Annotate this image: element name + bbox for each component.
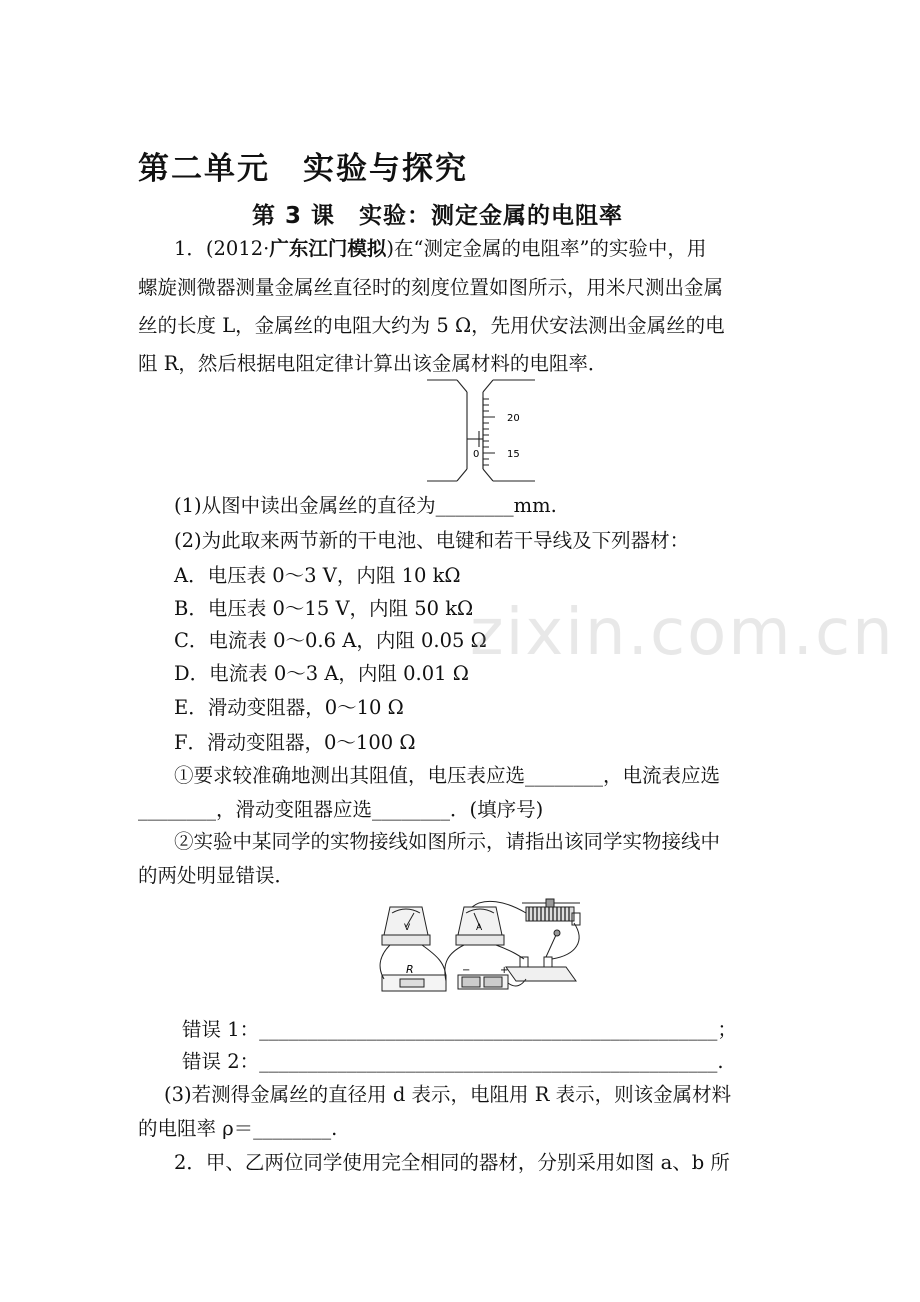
ammeter-label: A [476, 923, 483, 933]
option-a: A．电压表 0～3 V，内阻 10 kΩ [174, 564, 461, 587]
question-1-line-1: )在“测定金属的电阻率”的实验中，用 [386, 237, 707, 260]
question-1-source-open: (2012· [205, 237, 270, 260]
voltmeter-label: V [404, 923, 411, 933]
lesson-title: 第 3 课 实验：测定金属的电阻率 [252, 203, 624, 229]
battery-plus-label: + [500, 965, 509, 976]
question-1-line-3: 丝的长度 L，金属丝的电阻大约为 5 Ω，先用伏安法测出金属丝的电 [138, 314, 725, 337]
sub-question-2-line-2: 的两处明显错误． [138, 864, 295, 887]
question-1-number: 1． [174, 237, 206, 260]
option-e: E．滑动变阻器，0～10 Ω [174, 696, 404, 719]
option-d: D．电流表 0～3 A，内阻 0.01 Ω [174, 662, 469, 685]
micrometer-label-15: 15 [507, 449, 520, 460]
micrometer-label-0: 0 [473, 449, 480, 460]
option-b: B．电压表 0～15 V，内阻 50 kΩ [174, 597, 474, 620]
part-1-prompt: (1)从图中读出金属丝的直径为________mm. [174, 494, 557, 517]
unit-title: 第二单元 实验与探究 [138, 151, 468, 187]
watermark: zixin.com.cn [470, 596, 895, 670]
part-3-line-2: 的电阻率 ρ＝________. [138, 1117, 338, 1140]
circuit-figure [376, 893, 588, 1005]
question-1-source-name: 广东江门模拟 [269, 237, 387, 260]
option-c: C．电流表 0～0.6 A，内阻 0.05 Ω [174, 629, 487, 652]
option-f: F．滑动变阻器，0～100 Ω [174, 731, 416, 754]
question-1-first-line [174, 237, 706, 261]
sub-question-1-line-2: ________，滑动变阻器应选________．(填序号) [138, 798, 544, 821]
question-1-line-2: 螺旋测微器测量金属丝直径时的刻度位置如图所示，用米尺测出金属 [138, 276, 724, 299]
error-2-line: 错误 2：_______________________________________________. [182, 1050, 724, 1073]
part-3-line-1: (3)若测得金属丝的直径用 d 表示，电阻用 R 表示，则该金属材料 [164, 1083, 732, 1106]
part-2-prompt: (2)为此取来两节新的干电池、电键和若干导线及下列器材： [174, 529, 690, 552]
error-1-line: 错误 1：_______________________________________________； [182, 1018, 737, 1041]
sub-question-1-line-1: ①要求较准确地测出其阻值，电压表应选________，电流表应选 [174, 764, 721, 787]
question-2-line-1: 2．甲、乙两位同学使用完全相同的器材，分别采用如图 a、b 所 [174, 1151, 730, 1174]
sub-question-2-line-1: ②实验中某同学的实物接线如图所示，请指出该同学实物接线中 [174, 830, 721, 853]
micrometer-label-20: 20 [507, 413, 520, 424]
question-1-line-4: 阻 R，然后根据电阻定律计算出该金属材料的电阻率． [138, 352, 608, 375]
resistor-label: R [406, 963, 414, 976]
battery-minus-label: − [462, 965, 471, 976]
micrometer-figure [425, 377, 540, 485]
